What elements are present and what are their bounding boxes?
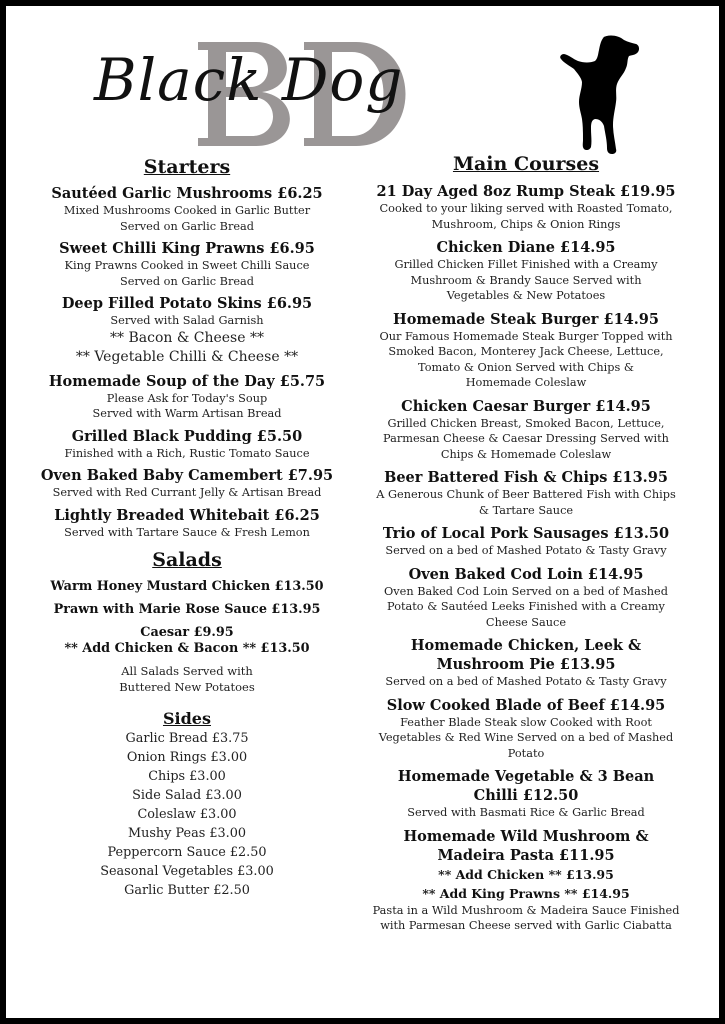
- menu-item: [20, 467, 354, 501]
- menu-item-description: Feather Blade Steak slow Cooked with Root Vegetables & Red Wine Served on a bed of Mashed Potato: [378, 715, 674, 760]
- menu-item-title: Slow Cooked Blade of Beef £14.95: [386, 696, 666, 714]
- starters-heading: Starters: [143, 156, 231, 178]
- menu-item: [345, 310, 707, 391]
- salad-item: Warm Honey Mustard Chicken £13.50: [50, 579, 324, 594]
- menu-item-title: Homemade Soup of the Day £5.75: [48, 372, 326, 390]
- menu-item-title: Trio of Local Pork Sausages £13.50: [382, 525, 670, 542]
- main-courses-list: [345, 182, 707, 934]
- menu-item-description: Finished with a Rich, Rustic Tomato Sauce: [64, 446, 310, 460]
- menu-item-title: Sweet Chilli King Prawns £6.95: [59, 240, 315, 257]
- menu-item-title: Grilled Black Pudding £5.50: [71, 427, 303, 445]
- menu-item-title: Chicken Caesar Burger £14.95: [401, 397, 651, 415]
- menu-item-addon: ** Add King Prawns ** £14.95: [422, 885, 630, 901]
- menu-item-title: 21 Day Aged 8oz Rump Steak £19.95: [376, 183, 676, 200]
- menu-item-description: Pasta in a Wild Mushroom & Madeira Sauce Finished with Parmesan Cheese served with Garlic Ciabatta: [372, 903, 680, 932]
- menu-item: [345, 565, 707, 631]
- menu-item-description: Served with Basmati Rice & Garlic Bread: [407, 806, 645, 819]
- menu-item: [345, 182, 707, 232]
- black-dog-logo: [6, 6, 719, 156]
- dog-silhouette-icon: [544, 32, 644, 157]
- side-item: Mushy Peas £3.00: [128, 826, 246, 841]
- menu-item-description: Cooked to your liking served with Roasted Tomato, Mushroom, Chips & Onion Rings: [379, 202, 673, 231]
- salads-heading: Salads: [152, 549, 222, 571]
- menu-item-title: Homemade Wild Mushroom & Madeira Pasta £11.95: [403, 827, 649, 864]
- menu-item-description: Served with Salad Garnish: [110, 314, 264, 327]
- menu-item-title: Homemade Vegetable & 3 Bean Chilli £12.50: [397, 768, 655, 804]
- menu-page: [6, 6, 719, 1018]
- menu-item-description: Our Famous Homemade Steak Burger Topped with Smoked Bacon, Monterey Jack Cheese, Lettuce, Tomato & Onion Served with Chips & Homemade Coleslaw: [379, 329, 673, 389]
- menu-item: [20, 507, 354, 541]
- menu-item-description: Served with Tartare Sauce & Fresh Lemon: [64, 525, 310, 539]
- menu-item-title: Homemade Steak Burger £14.95: [393, 310, 659, 328]
- menu-item-title: Chicken Diane £14.95: [436, 239, 616, 256]
- main-courses-heading: Main Courses: [452, 153, 600, 175]
- side-item: Chips £3.00: [148, 769, 226, 784]
- menu-item-title: Oven Baked Cod Loin £14.95: [408, 565, 644, 583]
- menu-item: [20, 295, 354, 367]
- menu-item-description: Oven Baked Cod Loin Served on a bed of Mashed Potato & Sautéed Leeks Finished with a Creamy Cheese Sauce: [384, 584, 668, 629]
- menu-item: [345, 696, 707, 762]
- menu-item: [20, 185, 354, 234]
- menu-item-title: Deep Filled Potato Skins £6.95: [61, 295, 313, 312]
- menu-item: [20, 240, 354, 289]
- side-item: Garlic Butter £2.50: [124, 883, 250, 898]
- salads-list: [20, 579, 354, 641]
- menu-item: [345, 468, 707, 518]
- menu-item-title: Oven Baked Baby Camembert £7.95: [40, 467, 334, 484]
- menu-item: [345, 827, 707, 934]
- menu-item-addon: ** Add Chicken ** £13.95: [438, 866, 614, 882]
- sides-list: [20, 729, 354, 900]
- side-item: Garlic Bread £3.75: [125, 731, 249, 746]
- menu-item: [345, 524, 707, 559]
- menu-item-option: ** Bacon & Cheese **: [110, 329, 264, 346]
- right-column: [345, 152, 707, 934]
- menu-item-description: A Generous Chunk of Beer Battered Fish with Chips & Tartare Sauce: [376, 488, 676, 517]
- salad-item: Caesar £9.95: [140, 625, 234, 640]
- menu-item: [345, 238, 707, 304]
- menu-item-description: Served on a bed of Mashed Potato & Tasty Gravy: [385, 675, 667, 688]
- side-item: Coleslaw £3.00: [137, 807, 237, 822]
- menu-item-description: Grilled Chicken Breast, Smoked Bacon, Lettuce, Parmesan Cheese & Caesar Dressing Served with Chips & Homemade Coleslaw: [383, 416, 669, 461]
- side-item: Peppercorn Sauce £2.50: [107, 845, 267, 860]
- salad-addon: ** Add Chicken & Bacon ** £13.50: [64, 641, 310, 656]
- menu-item: [345, 397, 707, 463]
- salads-note: All Salads Served with Buttered New Potatoes: [119, 664, 255, 694]
- left-column: [20, 155, 354, 900]
- starters-list: [20, 185, 354, 540]
- menu-item-description: Served with Red Currant Jelly & Artisan Bread: [52, 486, 322, 499]
- menu-item-title: Lightly Breaded Whitebait £6.25: [54, 506, 320, 524]
- menu-item: [345, 767, 707, 821]
- menu-item: [345, 636, 707, 690]
- menu-item-option: ** Vegetable Chilli & Cheese **: [75, 348, 299, 365]
- menu-item: [20, 428, 354, 462]
- side-item: Side Salad £3.00: [132, 788, 242, 803]
- menu-item-description: Served on a bed of Mashed Potato & Tasty Gravy: [385, 544, 667, 557]
- side-item: Onion Rings £3.00: [126, 750, 248, 765]
- menu-item-description: Please Ask for Today's Soup Served with Warm Artisan Bread: [92, 391, 282, 420]
- menu-item-title: Homemade Chicken, Leek & Mushroom Pie £13.95: [410, 637, 642, 673]
- menu-item-title: Sautéed Garlic Mushrooms £6.25: [51, 185, 323, 202]
- menu-item-description: Grilled Chicken Fillet Finished with a Creamy Mushroom & Brandy Sauce Served with Vegetables & New Potatoes: [394, 258, 658, 302]
- menu-item-description: Mixed Mushrooms Cooked in Garlic Butter Served on Garlic Bread: [63, 204, 311, 233]
- salad-item: Prawn with Marie Rose Sauce £13.95: [53, 602, 321, 617]
- menu-item-description: King Prawns Cooked in Sweet Chilli Sauce Served on Garlic Bread: [64, 259, 310, 288]
- menu-item-title: Beer Battered Fish & Chips £13.95: [384, 469, 668, 486]
- sides-heading: Sides: [162, 709, 211, 728]
- side-item: Seasonal Vegetables £3.00: [100, 864, 274, 879]
- logo-name: Black Dog: [94, 46, 404, 114]
- menu-item: [20, 373, 354, 422]
